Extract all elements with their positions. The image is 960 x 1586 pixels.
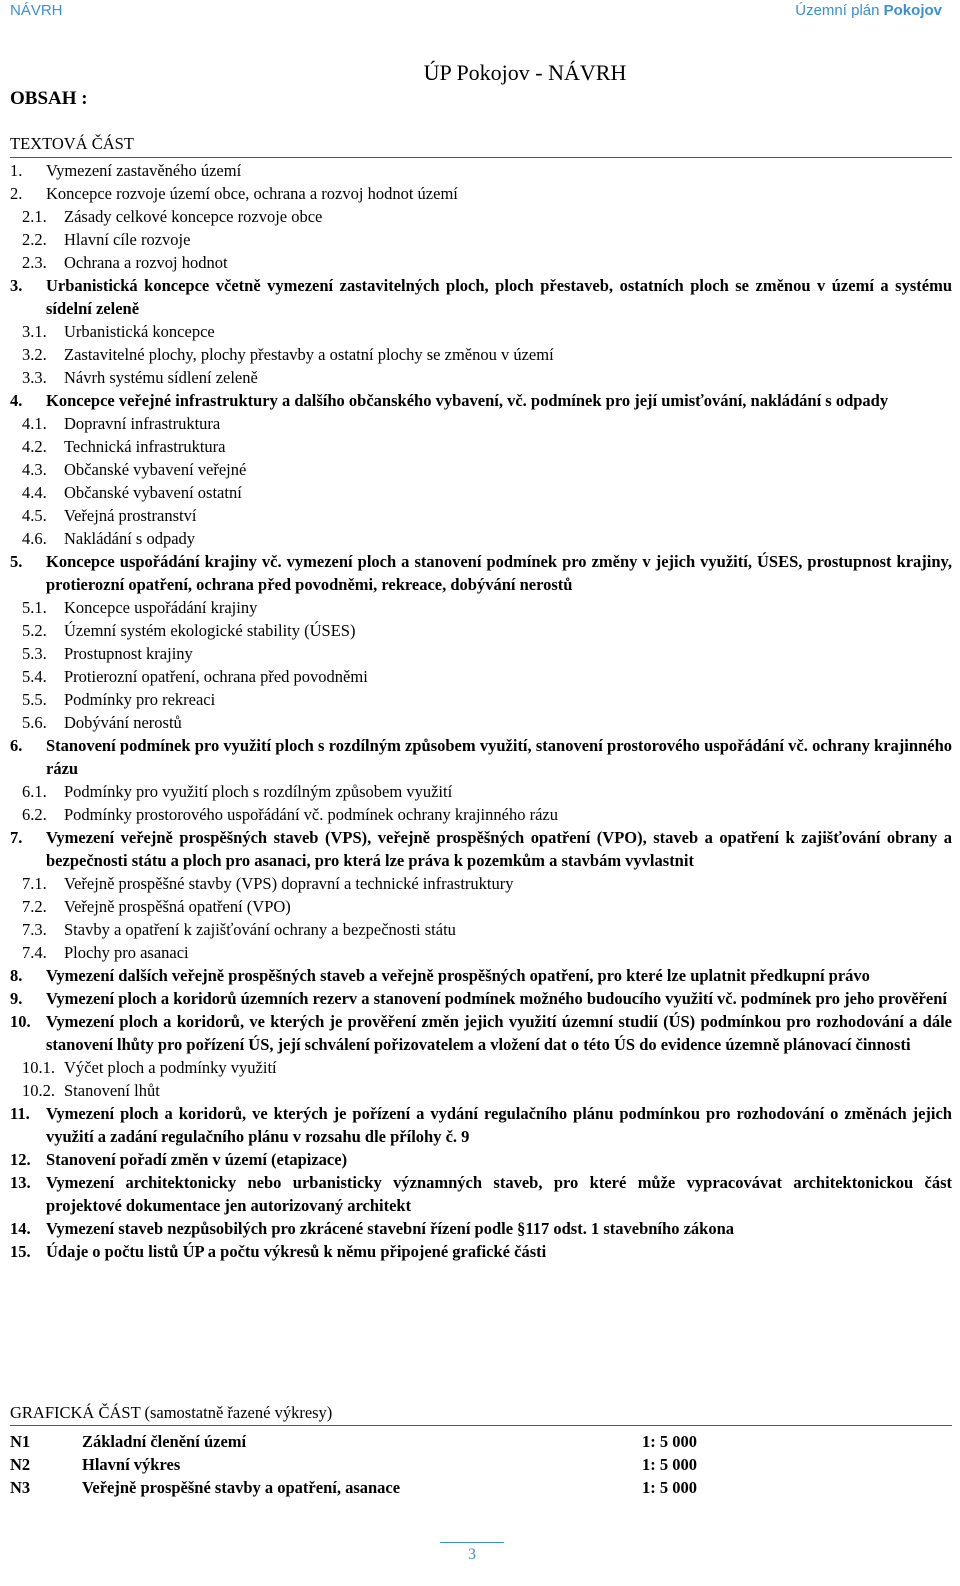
drawing-scale: 1: 5 000 xyxy=(642,1455,697,1474)
textova-label: TEXTOVÁ ČÁST xyxy=(10,134,134,153)
toc-number: 5.6. xyxy=(22,713,47,732)
toc-number: 10.1. xyxy=(22,1058,55,1077)
toc-text: Hlavní cíle rozvoje xyxy=(64,230,191,249)
toc-chapter xyxy=(10,734,952,780)
toc-number: 4.6. xyxy=(22,529,47,548)
toc-subchapter xyxy=(10,941,952,964)
toc-subchapter xyxy=(10,895,952,918)
toc-number: 14. xyxy=(10,1219,31,1238)
toc-text: Vymezení zastavěného území xyxy=(46,161,242,180)
toc-text: Návrh systému sídlení zeleně xyxy=(64,368,258,387)
toc-number: 12. xyxy=(10,1150,31,1169)
page-title: ÚP Pokojov - NÁVRH xyxy=(423,60,627,85)
toc-number: 6.2. xyxy=(22,805,47,824)
toc-text: Dobývání nerostů xyxy=(64,713,182,732)
toc-subchapter xyxy=(10,918,952,941)
header-right-name: Pokojov xyxy=(883,2,942,19)
toc-number: 9. xyxy=(10,989,23,1008)
toc-subchapter xyxy=(10,412,952,435)
toc-number: 4. xyxy=(10,391,23,410)
page-header xyxy=(10,2,942,22)
toc-subchapter xyxy=(10,688,952,711)
toc-text: Občanské vybavení ostatní xyxy=(64,483,242,502)
toc-chapter xyxy=(10,1148,952,1171)
toc-number: 8. xyxy=(10,966,23,985)
toc-number: 3.3. xyxy=(22,368,47,387)
toc-text: Údaje o počtu listů ÚP a počtu výkresů k němu připojené grafické části xyxy=(46,1242,547,1261)
toc-text: Koncepce rozvoje území obce, ochrana a rozvoj hodnot území xyxy=(46,184,458,203)
toc-number: 7. xyxy=(10,828,23,847)
footer-rule xyxy=(440,1542,504,1543)
toc-subchapter xyxy=(10,228,952,251)
divider xyxy=(10,157,952,158)
toc-chapter xyxy=(10,987,952,1010)
toc-subchapter xyxy=(10,251,952,274)
toc-number: 4.5. xyxy=(22,506,47,525)
toc-subchapter xyxy=(10,458,952,481)
toc-text: Výčet ploch a podmínky využití xyxy=(64,1058,277,1077)
toc-number: 5.1. xyxy=(22,598,47,617)
drawing-code: N3 xyxy=(10,1478,31,1497)
toc-number: 6.1. xyxy=(22,782,47,801)
toc-text: Dopravní infrastruktura xyxy=(64,414,221,433)
toc-text: Koncepce uspořádání krajiny xyxy=(64,598,258,617)
toc-text: Podmínky pro rekreaci xyxy=(64,690,216,709)
toc-subchapter xyxy=(10,1056,952,1079)
toc-chapter xyxy=(10,1217,952,1240)
toc-subchapter xyxy=(10,343,952,366)
toc-number: 5.5. xyxy=(22,690,47,709)
toc-chapter xyxy=(10,1240,952,1263)
toc-text: Podmínky prostorového uspořádání vč. podmínek ochrany krajinného rázu xyxy=(64,805,558,824)
toc-subchapter xyxy=(10,366,952,389)
toc-chapter xyxy=(10,159,952,182)
drawing-row xyxy=(10,1453,952,1476)
toc-text: Stavby a opatření k zajišťování ochrany a bezpečnosti státu xyxy=(64,920,456,939)
toc-number: 5.3. xyxy=(22,644,47,663)
toc-number: 7.4. xyxy=(22,943,47,962)
toc-number: 5. xyxy=(10,552,23,571)
drawing-row xyxy=(10,1476,952,1499)
toc-subchapter xyxy=(10,504,952,527)
graficka-label: GRAFICKÁ ČÁST (samostatně řazené výkresy) xyxy=(10,1403,333,1422)
toc-text: Technická infrastruktura xyxy=(64,437,226,456)
toc-subchapter xyxy=(10,481,952,504)
toc-number: 10.2. xyxy=(22,1081,55,1100)
toc-text: Zastavitelné plochy, plochy přestavby a ostatní plochy se změnou v území xyxy=(64,345,554,364)
toc-text: Koncepce uspořádání krajiny vč. vymezení ploch a stanovení podmínek pro změny v jejich využití, ÚSES, prostupnost krajiny, protierozní opatření, ochrana před povodněmi, rekreace, dobývání nerostů xyxy=(46,552,952,594)
toc-chapter xyxy=(10,1171,952,1217)
toc-number: 3. xyxy=(10,276,23,295)
toc-number: 2. xyxy=(10,184,23,203)
toc-text: Plochy pro asanaci xyxy=(64,943,189,962)
toc-number: 5.2. xyxy=(22,621,47,640)
toc-number: 5.4. xyxy=(22,667,47,686)
toc-subchapter xyxy=(10,665,952,688)
toc-number: 7.2. xyxy=(22,897,47,916)
page-number: 3 xyxy=(468,1546,476,1563)
toc-text: Veřejně prospěšné stavby (VPS) dopravní a technické infrastruktury xyxy=(64,874,514,893)
toc-text: Podmínky pro využití ploch s rozdílným způsobem využití xyxy=(64,782,453,801)
drawing-code: N1 xyxy=(10,1432,31,1451)
toc-text: Veřejná prostranství xyxy=(64,506,197,525)
toc-number: 11. xyxy=(10,1104,30,1123)
toc-text: Občanské vybavení veřejné xyxy=(64,460,247,479)
toc-chapter xyxy=(10,826,952,872)
toc-text: Koncepce veřejné infrastruktury a dalšího občanského vybavení, vč. podmínek pro její umisťování, nakládání s odpady xyxy=(46,391,889,410)
toc-subchapter xyxy=(10,619,952,642)
toc-number: 7.3. xyxy=(22,920,47,939)
drawing-row xyxy=(10,1430,952,1453)
drawing-code: N2 xyxy=(10,1455,31,1474)
toc-chapter xyxy=(10,274,952,320)
toc-chapter xyxy=(10,1102,952,1148)
divider xyxy=(10,1425,952,1426)
toc-text: Prostupnost krajiny xyxy=(64,644,193,663)
toc-number: 2.2. xyxy=(22,230,47,249)
toc-text: Vymezení veřejně prospěšných staveb (VPS), veřejně prospěšných opatření (VPO), staveb a opatření k zajišťování obrany a bezpečnosti státu a ploch pro asanaci, pro která lze práva k pozemkům a stavbám vyvlastnit xyxy=(46,828,952,870)
drawing-scale: 1: 5 000 xyxy=(642,1478,697,1497)
toc-text: Urbanistická koncepce xyxy=(64,322,215,341)
toc-subchapter xyxy=(10,205,952,228)
toc-text: Zásady celkové koncepce rozvoje obce xyxy=(64,207,323,226)
toc-subchapter xyxy=(10,780,952,803)
toc-subchapter xyxy=(10,872,952,895)
toc-chapter xyxy=(10,1010,952,1056)
drawing-name: Základní členění území xyxy=(82,1432,247,1451)
toc-text: Urbanistická koncepce včetně vymezení zastavitelných ploch, ploch přestaveb, ostatních ploch se změnou v území a systému sídelní zeleně xyxy=(46,276,952,318)
toc-subchapter xyxy=(10,435,952,458)
toc-number: 7.1. xyxy=(22,874,47,893)
toc-subchapter xyxy=(10,803,952,826)
header-left: NÁVRH xyxy=(10,2,63,19)
toc-text: Vymezení ploch a koridorů územních rezerv a stanovení podmínek možného budoucího využití vč. podmínek pro jeho prověření xyxy=(46,989,947,1008)
toc-subchapter xyxy=(10,1079,952,1102)
toc-text: Veřejně prospěšná opatření (VPO) xyxy=(64,897,291,916)
header-right-prefix: Územní plán xyxy=(795,2,880,19)
toc-text: Stanovení pořadí změn v území (etapizace) xyxy=(46,1150,348,1169)
toc-number: 4.1. xyxy=(22,414,47,433)
toc-chapter xyxy=(10,964,952,987)
toc-number: 3.2. xyxy=(22,345,47,364)
toc-text: Nakládání s odpady xyxy=(64,529,196,548)
toc-chapter xyxy=(10,550,952,596)
toc-number: 15. xyxy=(10,1242,31,1261)
toc-subchapter xyxy=(10,642,952,665)
toc-text: Vymezení dalších veřejně prospěšných staveb a veřejně prospěšných opatření, pro které lze uplatnit předkupní právo xyxy=(46,966,870,985)
toc-number: 4.3. xyxy=(22,460,47,479)
toc-number: 13. xyxy=(10,1173,31,1192)
toc-number: 2.1. xyxy=(22,207,47,226)
drawing-name: Veřejně prospěšné stavby a opatření, asanace xyxy=(82,1478,401,1497)
header-right xyxy=(795,2,942,19)
toc-number: 2.3. xyxy=(22,253,47,272)
obsah-label: OBSAH : xyxy=(10,88,88,109)
toc-number: 10. xyxy=(10,1012,31,1031)
toc-subchapter xyxy=(10,596,952,619)
toc-text: Územní systém ekologické stability (ÚSES) xyxy=(64,621,356,640)
toc-number: 1. xyxy=(10,161,23,180)
toc-subchapter xyxy=(10,527,952,550)
toc-text: Vymezení staveb nezpůsobilých pro zkrácené stavební řízení podle §117 odst. 1 stavebního zákona xyxy=(46,1219,734,1238)
toc-chapter xyxy=(10,182,952,205)
table-of-contents xyxy=(10,159,952,1263)
toc-number: 4.2. xyxy=(22,437,47,456)
toc-number: 4.4. xyxy=(22,483,47,502)
toc-number: 3.1. xyxy=(22,322,47,341)
drawings-list xyxy=(10,1430,952,1499)
drawing-scale: 1: 5 000 xyxy=(642,1432,697,1451)
toc-text: Stanovení lhůt xyxy=(64,1081,160,1100)
toc-text: Vymezení ploch a koridorů, ve kterých je pořízení a vydání regulačního plánu podmínkou pro rozhodování o změnách jejich využití a zadání regulačního plánu v rozsahu dle přílohy č. 9 xyxy=(46,1104,952,1146)
toc-number: 6. xyxy=(10,736,23,755)
toc-text: Vymezení architektonicky nebo urbanisticky významných staveb, pro které může vypracovávat architektonickou část projektové dokumentace jen autorizovaný architekt xyxy=(46,1173,952,1215)
toc-text: Vymezení ploch a koridorů, ve kterých je prověření změn jejich využití územní studií (ÚS) podmínkou pro rozhodování a dále stanovení lhůty pro pořízení ÚS, její schválení pořizovatelem a vložení dat o této ÚS do evidence územně plánovací činnosti xyxy=(46,1012,952,1054)
toc-text: Ochrana a rozvoj hodnot xyxy=(64,253,228,272)
toc-text: Stanovení podmínek pro využití ploch s rozdílným způsobem využití, stanovení prostorového uspořádání vč. ochrany krajinného rázu xyxy=(46,736,952,778)
toc-chapter xyxy=(10,389,952,412)
toc-subchapter xyxy=(10,320,952,343)
drawing-name: Hlavní výkres xyxy=(82,1455,181,1474)
toc-text: Protierozní opatření, ochrana před povodněmi xyxy=(64,667,368,686)
toc-subchapter xyxy=(10,711,952,734)
